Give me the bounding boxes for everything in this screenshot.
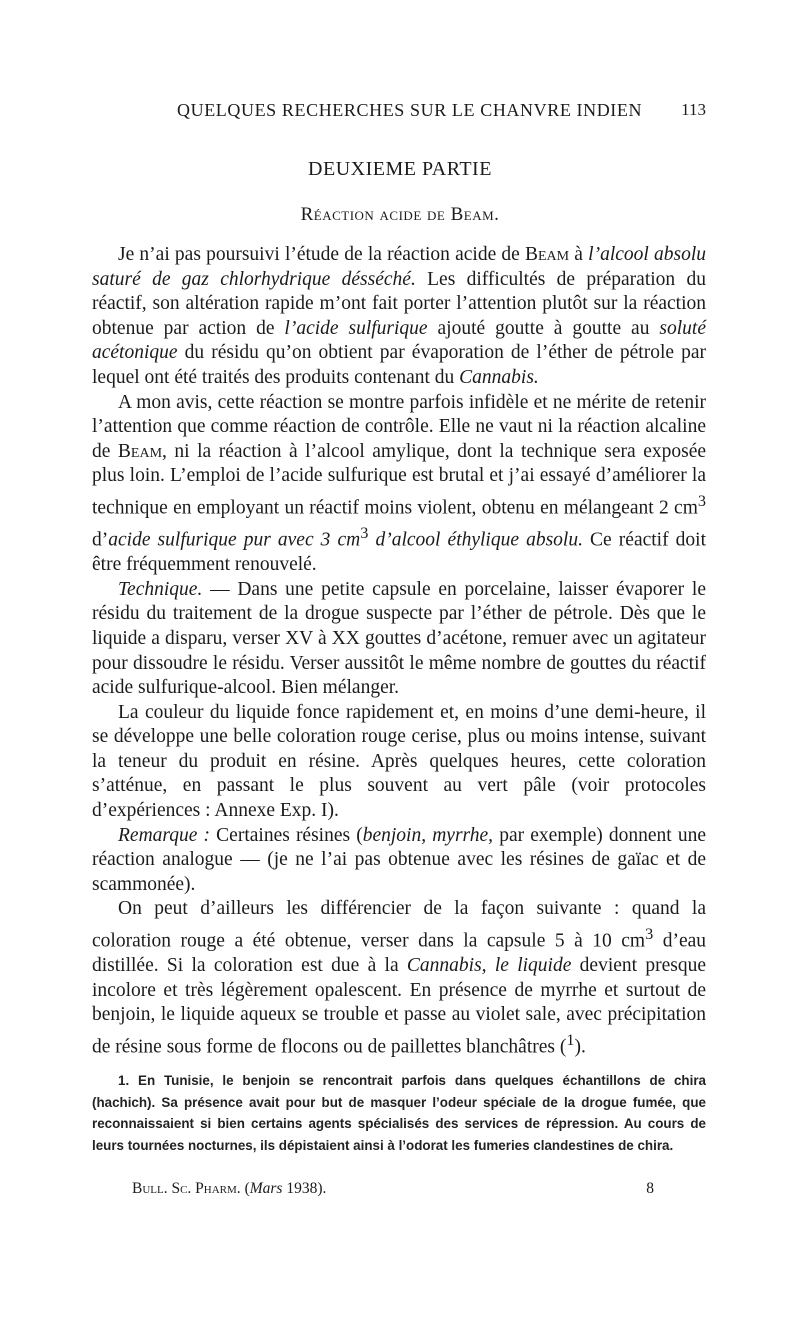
running-title: QUELQUES RECHERCHES SUR LE CHANVRE INDIEN	[177, 100, 643, 120]
italic-term: benjoin, myrrhe,	[362, 824, 494, 846]
italic-heading: Technique.	[118, 578, 203, 600]
section-title: Réaction acide de Beam.	[300, 204, 500, 225]
text-run: Ce réactif doit être fréquemment renouvelé.	[92, 529, 706, 576]
signature-mark: 8	[646, 1180, 654, 1197]
paragraph-3	[92, 578, 706, 701]
text-run: ).	[574, 1036, 586, 1058]
superscript: 3	[360, 524, 369, 543]
author-name: Beam	[117, 440, 163, 462]
italic-term: Cannabis.	[459, 366, 539, 388]
journal-citation	[132, 1180, 326, 1198]
running-footer	[92, 1180, 706, 1204]
text-run: A mon avis, cette réaction se montre parfois infidèle et ne mérite de retenir l’attention que comme réaction de contrôle. Elle ne vaut ni la réaction alcaline de	[92, 391, 706, 462]
italic-term: acide sulfurique pur avec 3 cm	[108, 529, 361, 551]
footnote-ref: 1	[566, 1030, 575, 1049]
part-title: DEUXIEME PARTIE	[308, 158, 492, 180]
page-number: 113	[681, 100, 706, 119]
paragraph-6	[92, 897, 706, 1060]
text-run: ajouté goutte à goutte au	[427, 317, 660, 339]
text-run: devient presque incolore et très légèrement opalescent. En présence de myrrhe et surtout de benjoin, le liquide aqueux se trouble et passe au violet sale, avec précipitation de résine sous forme de flocons ou de paillettes blanchâtres (	[92, 955, 706, 1058]
footnote	[92, 1070, 706, 1156]
running-header	[92, 100, 706, 126]
text-run: Les difficultés de préparation du réactif, son altération rapide m’ont fait porter l’attention plutôt sur la réaction obtenue par action de	[92, 268, 706, 339]
italic-term: l’alcool absolu saturé de gaz chlorhydrique désséché.	[92, 244, 706, 290]
text-run: On peut d’ailleurs les différencier de la façon suivante : quand la coloration rouge a été obtenue, verser dans la capsule 5 à 10 cm	[92, 898, 706, 952]
italic-heading: Remarque :	[118, 824, 211, 846]
text-run: d’	[92, 529, 109, 551]
text-run: Certaines résines (	[210, 824, 363, 846]
italic-term: d’alcool éthylique absolu.	[368, 529, 583, 551]
italic-term: soluté acétonique	[92, 317, 706, 364]
body-text	[92, 243, 706, 1060]
paragraph-1	[92, 243, 706, 391]
issue-month: Mars	[249, 1180, 283, 1197]
author-name: Beam	[525, 244, 570, 265]
text-run: par exemple) donnent une réaction analogue — (je ne l’ai pas obtenue avec les résines de gaïac et de scammonée).	[92, 824, 706, 895]
text-run: à	[569, 244, 589, 265]
paragraph-2	[92, 391, 706, 578]
journal-name: Bull. Sc. Pharm.	[132, 1180, 241, 1197]
text-run: (	[240, 1180, 250, 1197]
footnote-text: 1. En Tunisie, le benjoin se rencontrait parfois dans quelques échantillons de chira (hachich). Sa présence avait pour but de masquer l’odeur spéciale de la drogue fumée, que reconnaissaient si bien certains agents spécialisés des services de répression. Au cours de leurs tournées nocturnes, ils dépistaient ainsi à l’odorat les fumeries clandestines de chira.	[92, 1073, 706, 1153]
superscript: 3	[697, 491, 706, 510]
text-run: , ni la réaction à l’alcool amylique, dont la technique sera exposée plus loin. L’emploi de l’acide sulfurique est brutal et j’ai essayé d’améliorer la technique en employant un réactif moins violent, obtenu en mélangeant 2 cm	[92, 440, 707, 519]
text-run: Je n’ai pas poursuivi l’étude de la réaction acide de	[118, 244, 525, 265]
italic-term: l’acide sulfurique	[284, 317, 428, 339]
paragraph-5	[92, 824, 706, 898]
text-run: d’eau distillée. Si la coloration est due à la	[92, 930, 707, 977]
text-run: du résidu qu’on obtient par évaporation de l’éther de pétrole par lequel ont été traités des produits contenant du	[92, 342, 706, 388]
superscript: 3	[645, 925, 654, 944]
italic-term: Cannabis, le liquide	[406, 955, 572, 977]
issue-year: 1938).	[282, 1180, 327, 1197]
text-run: — Dans une petite capsule en porcelaine, laisser évaporer le résidu du traitement de la drogue suspecte par l’éther de pétrole. Dès que le liquide a disparu, verser XV à XX gouttes d’acétone, remuer avec un agitateur pour dissoudre le résidu. Verser aussitôt le même nombre de gouttes du réactif acide sulfurique-alcool. Bien mélanger.	[92, 578, 706, 699]
paragraph-4: La couleur du liquide fonce rapidement et, en moins d’une demi-heure, il se développe une belle coloration rouge cerise, plus ou moins intense, suivant la teneur du produit en résine. Après quelques heures, cette coloration s’atténue, en passant le plus souvent au vert pâle (voir protocoles d’expériences : Annexe Exp. I).	[92, 701, 706, 822]
